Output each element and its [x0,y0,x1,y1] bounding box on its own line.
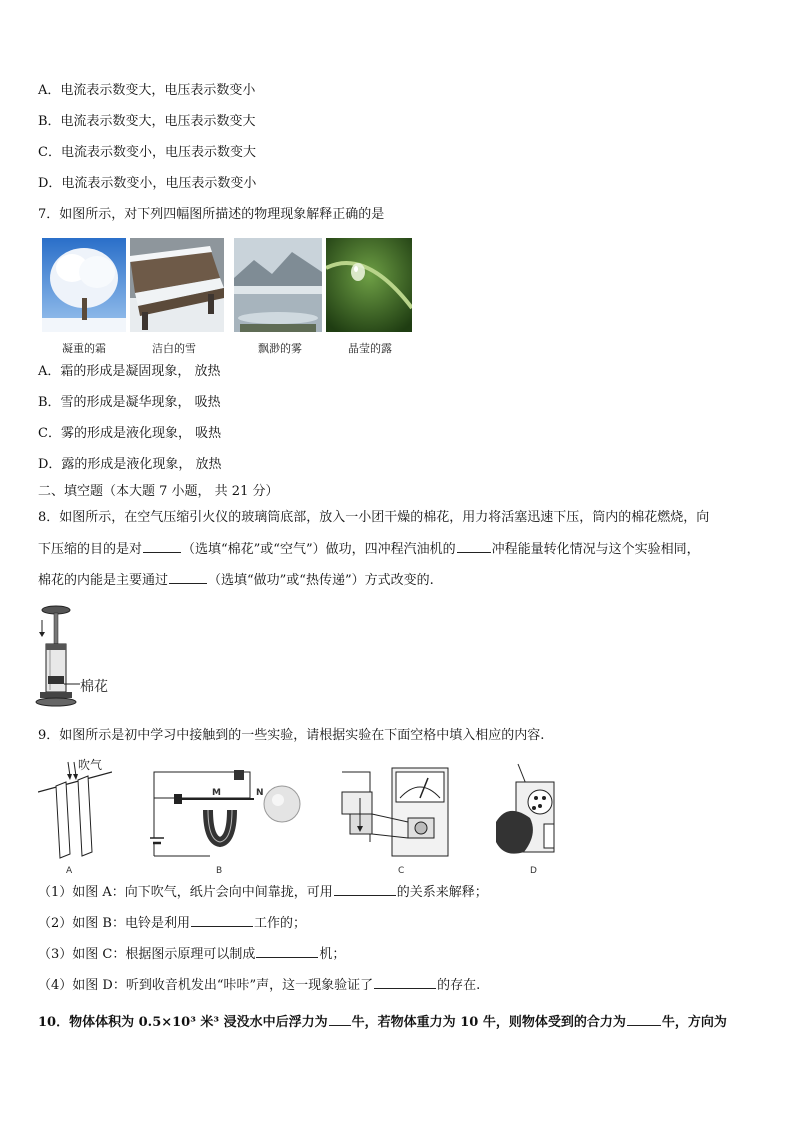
fire-syringe-diagram [34,604,124,710]
q9-item-4-tail: 的存在. [437,978,481,993]
q8-text-e: （选填“做功”或“热传递”）方式改变的. [208,573,434,588]
answer-blank[interactable] [143,540,181,553]
q9-item-1-text: （1）如图 A：向下吹气，纸片会向中间靠拢，可用 [38,885,333,900]
fig-c-label: C [398,866,405,876]
q8-line2 [38,540,700,559]
answer-blank[interactable] [627,1013,661,1026]
answer-blank[interactable] [374,976,436,989]
q8-line1: 8．如图所示，在空气压缩引火仪的玻璃筒底部，放入一小团干燥的棉花，用力将活塞迅速下压，筒内的棉花燃烧，向 [38,510,710,525]
caption-snow: 洁白的雪 [152,342,196,355]
q6-option-a: A．电流表示数变大，电压表示数变小 [38,83,256,98]
q9-item-2 [38,914,306,933]
q9-item-4 [38,976,480,995]
q8-line3 [38,571,434,590]
answer-blank[interactable] [329,1013,351,1026]
q8-text-b: （选填“棉花”或“空气”）做功，四冲程汽油机的 [182,542,456,557]
answer-blank[interactable] [457,540,491,553]
answer-blank[interactable] [256,945,318,958]
q8-text-a: 下压缩的目的是对 [38,542,143,557]
section-heading: 二、填空题（本大题 7 小题， 共 21 分） [38,484,279,499]
answer-blank[interactable] [191,914,253,927]
fig-b-label: B [216,866,223,876]
q9-item-2-text: （2）如图 B：电铃是利用 [38,916,190,931]
dew-drop-photo [326,238,412,332]
q9-item-4-text: （4）如图 D：听到收音机发出“咔咔”声，这一现象验证了 [38,978,374,993]
point-m-label: M [212,788,221,798]
caption-dew: 晶莹的露 [348,342,392,355]
generator-meter-diagram [336,762,452,862]
misty-lake-photo [234,238,322,332]
q9-item-3 [38,945,345,964]
q7-option-d: D．露的形成是液化现象， 放热 [38,457,222,472]
frost-tree-photo [42,238,126,332]
q9-item-1-tail: 的关系来解释； [396,885,488,900]
electric-bell-diagram [150,766,320,862]
q7-option-a: A．霜的形成是凝固现象， 放热 [38,364,221,379]
q8-text-c: 冲程能量转化情况与这个实验相同， [491,542,700,557]
q7-stem: 7．如图所示，对下列四幅图所描述的物理现象解释正确的是 [38,207,385,222]
paper-blow-diagram [38,756,112,864]
q10-text-a: 10．物体体积为 0.5×10³ 米³ 浸没水中后浮力为 [38,1015,328,1030]
answer-blank[interactable] [334,883,396,896]
q6-option-b: B．电流表示数变大，电压表示数变大 [38,114,256,129]
caption-frost: 凝重的霜 [62,342,106,355]
q9-item-2-tail: 工作的； [253,916,306,931]
q7-option-b: B．雪的形成是凝华现象， 吸热 [38,395,221,410]
q9-stem: 9．如图所示是初中学习中接触到的一些实验，请根据实验在下面空格中填入相应的内容. [38,728,545,743]
q8-text-d: 棉花的内能是主要通过 [38,573,169,588]
radio-battery-diagram [496,762,560,862]
caption-fog: 飘渺的雾 [258,342,302,355]
q10-line1 [38,1013,727,1032]
q9-item-3-text: （3）如图 C：根据图示原理可以制成 [38,947,256,962]
fig-a-label: A [66,866,73,876]
blow-label: 吹气 [78,758,103,772]
cotton-label: 棉花 [80,679,108,695]
fig-d-label: D [530,866,537,876]
q6-option-c: C．电流表示数变小，电压表示数变大 [38,145,256,160]
snow-bench-photo [130,238,224,332]
answer-blank[interactable] [169,571,207,584]
q6-option-d: D．电流表示数变小，电压表示数变小 [38,176,257,191]
q9-item-3-tail: 机； [319,947,346,962]
q10-text-b: 牛，若物体重力为 10 牛，则物体受到的合力为 [351,1015,626,1030]
q7-option-c: C．雾的形成是液化现象， 吸热 [38,426,222,441]
q9-item-1 [38,883,488,902]
q10-text-c: 牛，方向为 [661,1015,727,1030]
point-n-label: N [256,788,264,798]
